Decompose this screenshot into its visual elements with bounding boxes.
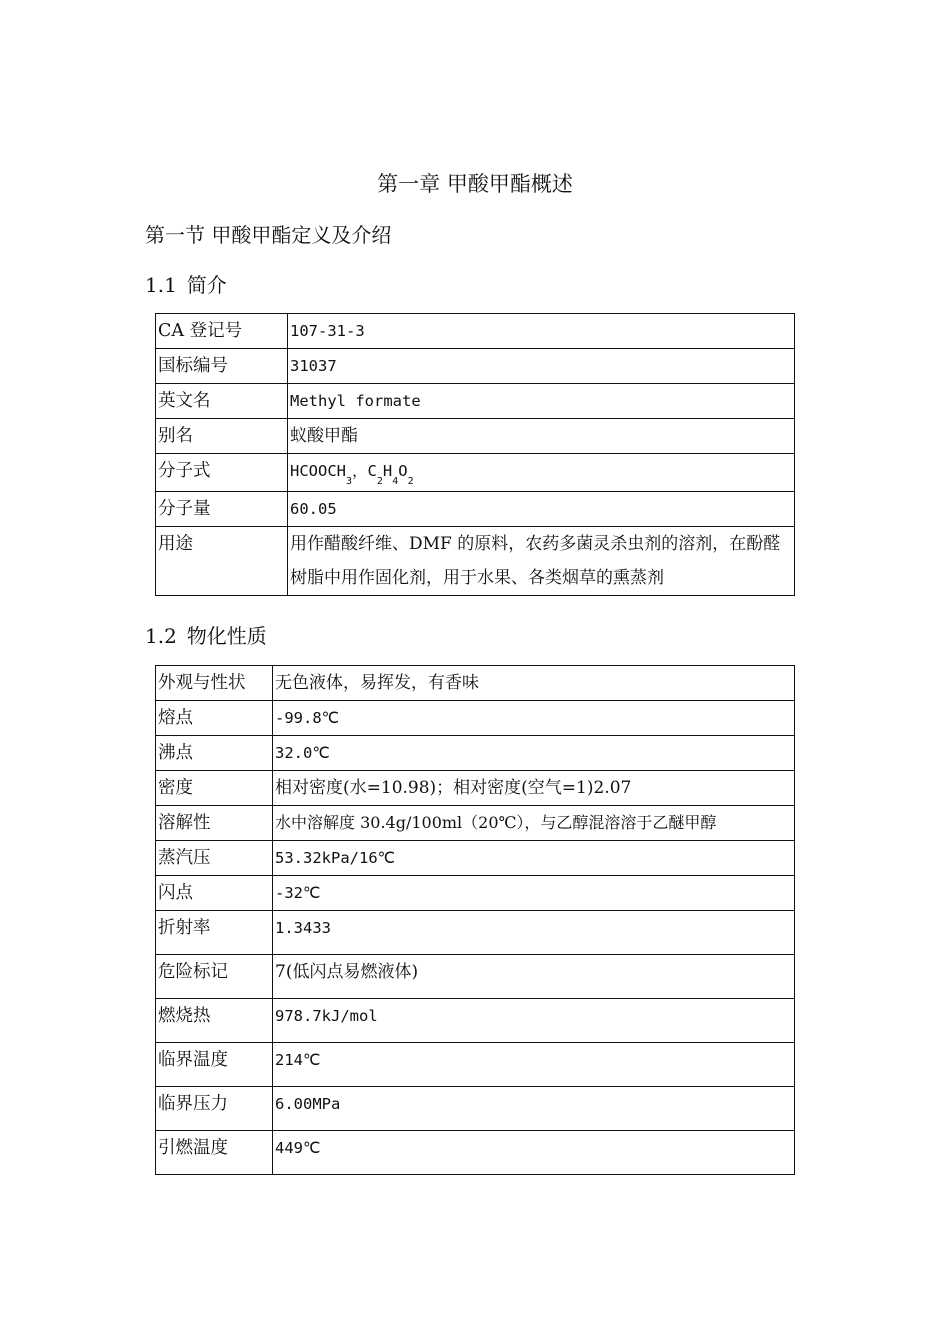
subsection-title: 物化性质 [186, 624, 267, 648]
row-value: 无色液体，易挥发，有香味 [273, 666, 795, 701]
row-key: 折射率 [156, 911, 273, 955]
row-key: 沸点 [156, 736, 273, 771]
row-key: CA 登记号 [156, 314, 288, 349]
row-value: 1.3433 [273, 911, 795, 955]
table-row [156, 349, 795, 384]
row-key: 分子量 [156, 492, 288, 527]
row-value: 107-31-3 [288, 314, 795, 349]
row-value: -99.8℃ [273, 701, 795, 736]
table-row [156, 1043, 795, 1087]
table-row [156, 1087, 795, 1131]
table-row [156, 911, 795, 955]
row-key: 溶解性 [156, 806, 273, 841]
table-row [156, 492, 795, 527]
row-value: 978.7kJ/mol [273, 999, 795, 1043]
row-value: 相对密度(水=10.98)；相对密度(空气=1)2.07 [273, 771, 795, 806]
table-row [156, 999, 795, 1043]
chapter-title: 第一章 甲酸甲酯概述 [377, 172, 573, 196]
row-key: 临界压力 [156, 1087, 273, 1131]
table-row [156, 666, 795, 701]
section-title: 第一节 甲酸甲酯定义及介绍 [145, 223, 392, 247]
table-row [156, 314, 795, 349]
properties-table [155, 665, 795, 1175]
row-value: Methyl formate [288, 384, 795, 419]
subsection-intro-heading [145, 270, 227, 300]
row-key: 别名 [156, 419, 288, 454]
row-key: 燃烧热 [156, 999, 273, 1043]
row-value: 6.00MPa [273, 1087, 795, 1131]
molecular-formula: $HCOOCH_3$，$C_2H_4O_2$ [288, 454, 795, 492]
row-key: 引燃温度 [156, 1131, 273, 1175]
row-key: 闪点 [156, 876, 273, 911]
table-row [156, 806, 795, 841]
row-value: 32.0℃ [273, 736, 795, 771]
table-row [156, 384, 795, 419]
row-value: 用作醋酸纤维、DMF 的原料，农药多菌灵杀虫剂的溶剂，在酚醛树脂中用作固化剂，用于水果、各类烟草的熏蒸剂 [288, 527, 795, 596]
row-value: 蚁酸甲酯 [288, 419, 795, 454]
row-key: 密度 [156, 771, 273, 806]
row-value: -32℃ [273, 876, 795, 911]
row-value: 449℃ [273, 1131, 795, 1175]
row-value: 53.32kPa/16℃ [273, 841, 795, 876]
subsection-title: 简介 [186, 273, 227, 297]
table-row [156, 1131, 795, 1175]
row-key: 用途 [156, 527, 288, 596]
row-key: 危险标记 [156, 955, 273, 999]
table-row [156, 419, 795, 454]
row-value: 31037 [288, 349, 795, 384]
table-row [156, 736, 795, 771]
row-value: 7(低闪点易燃液体) [273, 955, 795, 999]
intro-table [155, 313, 795, 596]
subsection-number: 1.2 [145, 624, 177, 648]
row-key: 国标编号 [156, 349, 288, 384]
row-key: 熔点 [156, 701, 273, 736]
table-row [156, 841, 795, 876]
row-key: 英文名 [156, 384, 288, 419]
table-row [156, 955, 795, 999]
table-row [156, 527, 795, 596]
table-row [156, 876, 795, 911]
row-value: 水中溶解度 30.4g/100ml（20℃），与乙醇混溶溶于乙醚甲醇 [273, 806, 795, 841]
row-key: 蒸汽压 [156, 841, 273, 876]
row-key: 外观与性状 [156, 666, 273, 701]
row-key: 临界温度 [156, 1043, 273, 1087]
row-value: 60.05 [288, 492, 795, 527]
table-row [156, 454, 795, 492]
table-row [156, 701, 795, 736]
row-key: 分子式 [156, 454, 288, 492]
table-row [156, 771, 795, 806]
subsection-number: 1.1 [145, 273, 177, 297]
row-value: 214℃ [273, 1043, 795, 1087]
subsection-properties-heading [145, 621, 267, 651]
